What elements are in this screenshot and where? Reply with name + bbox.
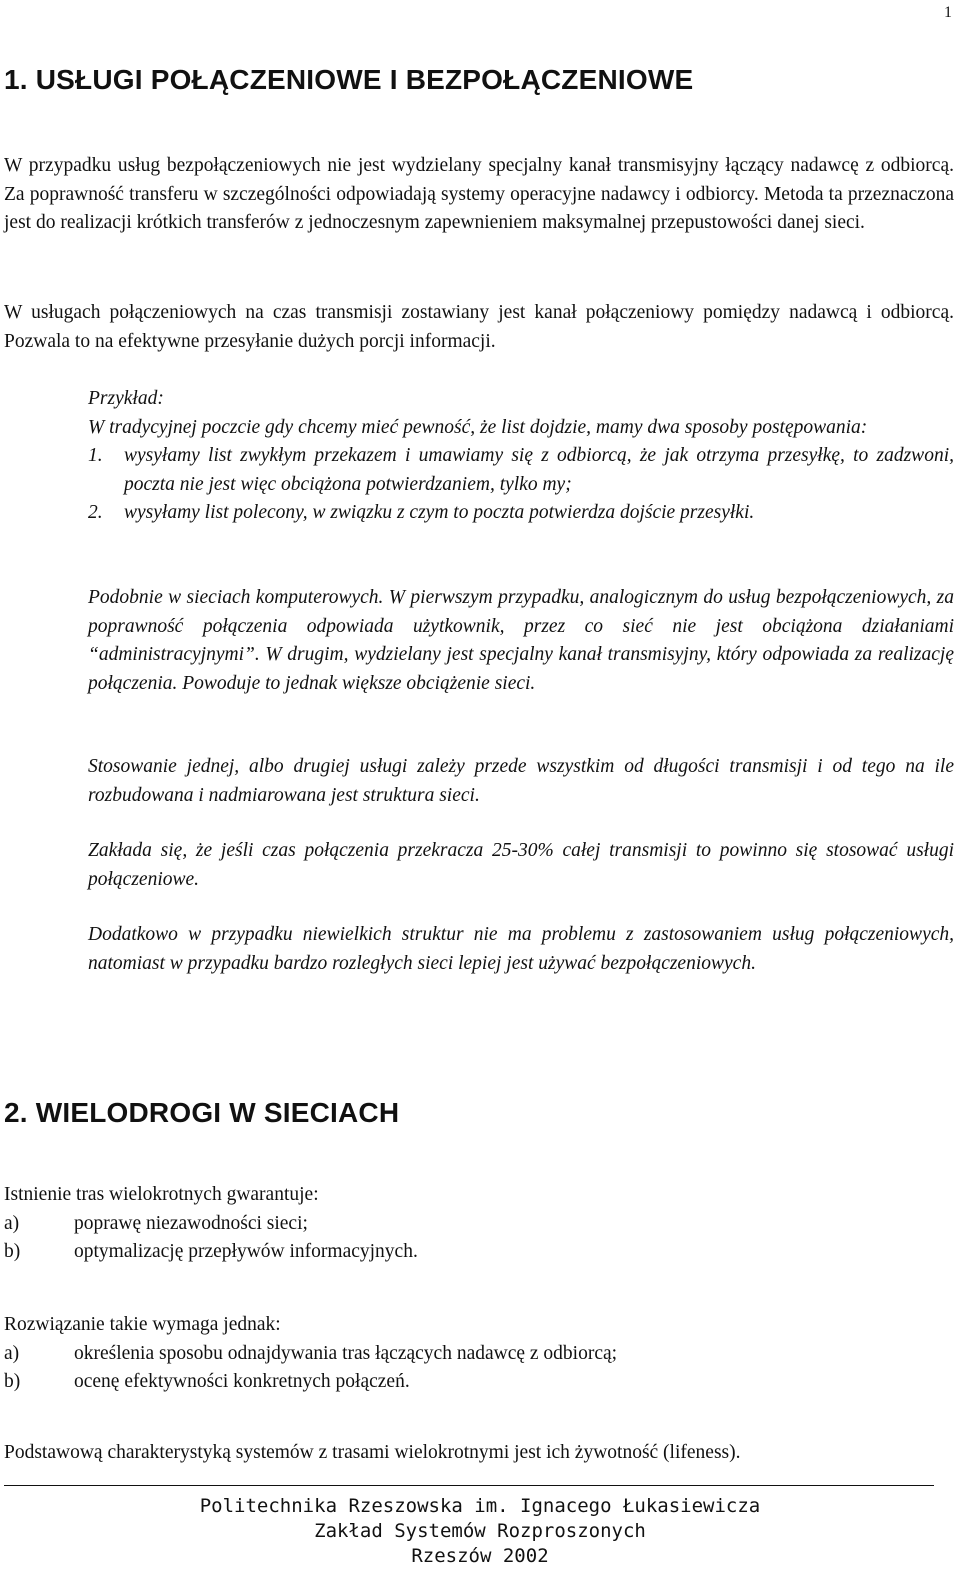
section-2-list-1 [4, 1181, 954, 1267]
list-intro: Rozwiązanie takie wymaga jednak: [4, 1314, 281, 1335]
paragraph-text: Podstawową charakterystyką systemów z trasami wielokrotnymi jest ich żywotność (lifeness). [4, 1442, 741, 1463]
list-item-text: poprawę niezawodności sieci; [74, 1212, 308, 1234]
italic-paragraph-3 [88, 837, 954, 894]
page-number: 1 [944, 4, 952, 21]
paragraph-text: Zakłada się, że jeśli czas połączenia przekracza 25-30% całej transmisji to powinno się stosować usługi połączeniowe. [88, 840, 954, 890]
paragraph-text: Dodatkowo w przypadku niewielkich struktur nie ma problemu z zastosowaniem usług połączeniowych, natomiast w przypadku bardzo rozległych sieci lepiej jest używać bezpołączeniowych. [88, 924, 954, 974]
paragraph-text: Podobnie w sieciach komputerowych. W pierwszym przypadku, analogicznym do usług bezpołączeniowych, za poprawność połączenia odpowiada użytkownik, przez co sieć nie jest obciążona działaniami “administracyjnymi”. W drugim, wydzielany jest specjalny kanał transmisyjny, który odpowiada za realizację połączenia. Powoduje to jednak większe obciążenie sieci. [88, 587, 954, 694]
list-item [4, 1368, 954, 1397]
italic-paragraph-2 [88, 753, 954, 810]
section-2-closing [4, 1439, 954, 1468]
example-block [88, 385, 954, 528]
list-item-marker: b) [4, 1371, 21, 1392]
paragraph-text: Stosowanie jednej, albo drugiej usługi zależy przede wszystkim od długości transmisji i od tego na ile rozbudowana i nadmiarowana jest struktura sieci. [88, 756, 954, 806]
example-item-2 [88, 499, 954, 528]
example-intro: W tradycyjnej poczcie gdy chcemy mieć pewność, że list dojdzie, mamy dwa sposoby postępowania: [88, 416, 868, 438]
list-item-text: optymalizację przepływów informacyjnych. [74, 1241, 418, 1262]
list-item-text: ocenę efektywności konkretnych połączeń. [74, 1371, 410, 1392]
example-item-1 [88, 442, 954, 499]
list-item [4, 1210, 954, 1239]
list-intro: Istnienie tras wielokrotnych gwarantuje: [4, 1184, 319, 1205]
paragraph-text: W usługach połączeniowych na czas transmisji zostawiany jest kanał połączeniowy pomiędzy nadawcą i odbiorcą. Pozwala to na efektywne przesyłanie dużych porcji informacji. [4, 302, 954, 352]
example-item-text: wysyłamy list zwykłym przekazem i umawiamy się z odbiorcą, że jak otrzyma przesyłkę, to zadzwoni, poczta nie jest więc obciążona potwierdzaniem, tylko my; [124, 445, 954, 495]
section-2-title: 2. WIELODROGI W SIECIACH [4, 1097, 400, 1128]
example-label: Przykład: [88, 388, 164, 409]
list-item [4, 1340, 954, 1369]
footer-divider [4, 1485, 934, 1486]
example-item-number: 1. [88, 445, 103, 466]
section-1-paragraph-2 [4, 299, 954, 356]
section-1-title: 1. USŁUGI POŁĄCZENIOWE I BEZPOŁĄCZENIOWE [4, 64, 694, 95]
section-1-paragraph-1 [4, 152, 954, 238]
list-item-marker: b) [4, 1241, 21, 1262]
footer-university: Politechnika Rzeszowska im. Ignacego Łukasiewicza [199, 1495, 761, 1517]
example-item-text: wysyłamy list polecony, w związku z czym to poczta potwierdza dojście przesyłki. [124, 502, 755, 523]
paragraph-text: W przypadku usług bezpołączeniowych nie jest wydzielany specjalny kanał transmisyjny łączący nadawcę z odbiorcą. Za poprawność transferu w szczególności odpowiadają systemy operacyjne nadawcy i odbiorcy. Metoda ta przeznaczona jest do realizacji krótkich transferów z jednoczesnym zapewnieniem maksymalnej przepustowości danej sieci. [4, 155, 954, 233]
italic-paragraph-1 [88, 584, 954, 698]
section-2-list-2 [4, 1311, 954, 1397]
example-item-number: 2. [88, 502, 103, 523]
footer-department: Zakład Systemów Rozproszonych [314, 1520, 646, 1542]
list-item-marker: a) [4, 1212, 20, 1234]
page-footer [0, 1494, 960, 1569]
list-item [4, 1238, 954, 1267]
list-item-text: określenia sposobu odnajdywania tras łączących nadawcę z odbiorcą; [74, 1342, 618, 1364]
italic-paragraph-4 [88, 921, 954, 978]
footer-city-year: Rzeszów 2002 [411, 1545, 549, 1567]
list-item-marker: a) [4, 1342, 20, 1364]
